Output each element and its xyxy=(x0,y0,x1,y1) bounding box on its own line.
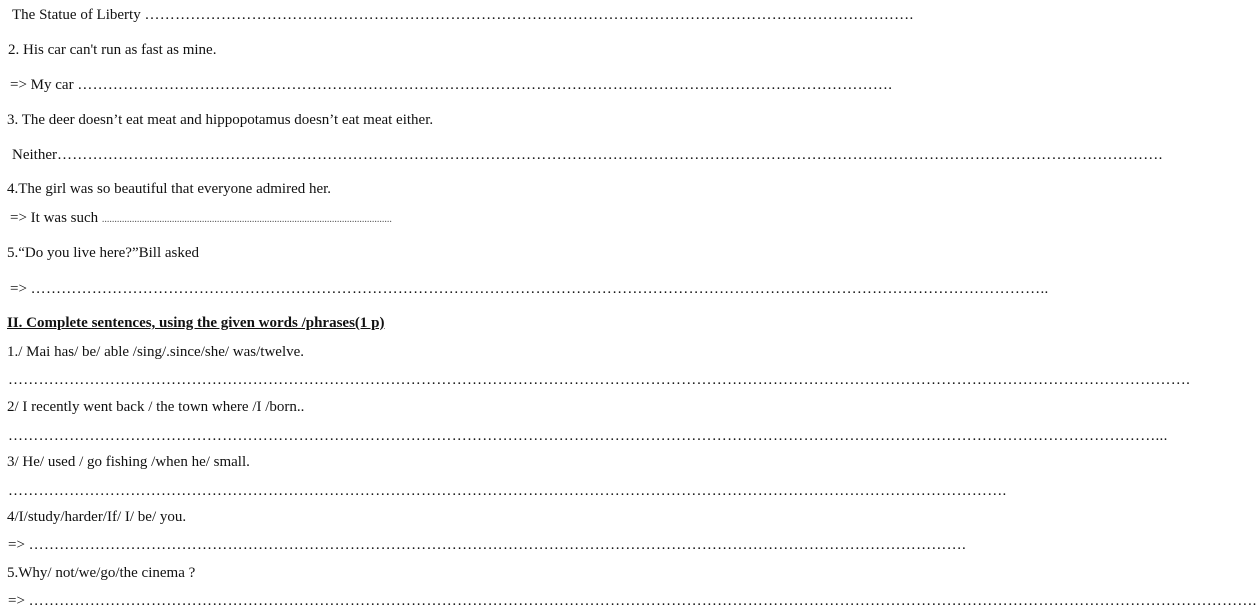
answer-blank-3 xyxy=(8,482,1007,500)
exercise-3: 3/ He/ used / go fishing /when he/ small. xyxy=(7,454,250,470)
answer-blank-1 xyxy=(8,371,1191,389)
exercise-4: 4/I/study/harder/If/ I/ be/ you. xyxy=(7,509,187,525)
answer-prefix: => xyxy=(8,593,25,609)
answer-prefix: The Statue of Liberty xyxy=(12,7,141,23)
question-3: 3. The deer doesn’t eat meat and hippopotamus doesn’t eat meat either. xyxy=(7,112,434,128)
answer-blank: ……………………………………………………………………………………………………………………………………………………………………………. xyxy=(8,483,1007,499)
answer-prefix: => xyxy=(10,281,27,297)
answer-blank: ……………………………………………………………………………………………………………………………………………………………………………………………………………. xyxy=(8,372,1191,388)
answer-blank: ……………………………………………………………………………………………………………………………………. xyxy=(144,7,914,23)
answer-line-ex5 xyxy=(8,592,1257,610)
exercise-2: 2/ I recently went back / the town where /I /born.. xyxy=(7,399,305,415)
exercise-1: 1./ Mai has/ be/ able /sing/.since/she/ was/twelve. xyxy=(7,344,305,360)
question-5: 5.“Do you live here?”Bill asked xyxy=(7,245,200,261)
answer-prefix: => My car xyxy=(10,77,74,93)
answer-blank-2 xyxy=(8,427,1168,445)
answer-line-5 xyxy=(10,280,1049,298)
question-4: 4.The girl was so beautiful that everyone admired her. xyxy=(7,181,332,197)
answer-line-2 xyxy=(10,76,893,94)
answer-blank: ………………………………………………………………………………………………………………………………………………………………………………………………. xyxy=(56,147,1163,163)
answer-blank: …………………………………………………………………………………………………………………………………………………………………. xyxy=(28,537,967,553)
question-2: 2. His car can't run as fast as mine. xyxy=(8,42,217,58)
answer-line-3 xyxy=(12,146,1163,164)
answer-line-4 xyxy=(10,209,392,229)
answer-line-ex4 xyxy=(8,536,967,554)
answer-blank: ……………………………………………………………………………………………………………………………………………………………………………………………………………………. xyxy=(28,593,1257,609)
answer-blank: .................................................................................................................... xyxy=(101,214,392,225)
answer-blank: ………………………………………………………………………………………………………………………………………………………………………………………………………... xyxy=(8,428,1168,444)
answer-blank: ……………………………………………………………………………………………………………………………………………. xyxy=(77,77,893,93)
answer-line-statue xyxy=(12,6,914,24)
answer-prefix: Neither xyxy=(12,147,57,163)
section-heading: II. Complete sentences, using the given words /phrases(1 p) xyxy=(7,315,385,331)
answer-blank: ……………………………………………………………………………………………………………………………………………………………………………….. xyxy=(30,281,1049,297)
answer-prefix: => It was such xyxy=(10,210,99,226)
answer-prefix: => xyxy=(8,537,25,553)
exercise-5: 5.Why/ not/we/go/the cinema ? xyxy=(7,565,196,581)
